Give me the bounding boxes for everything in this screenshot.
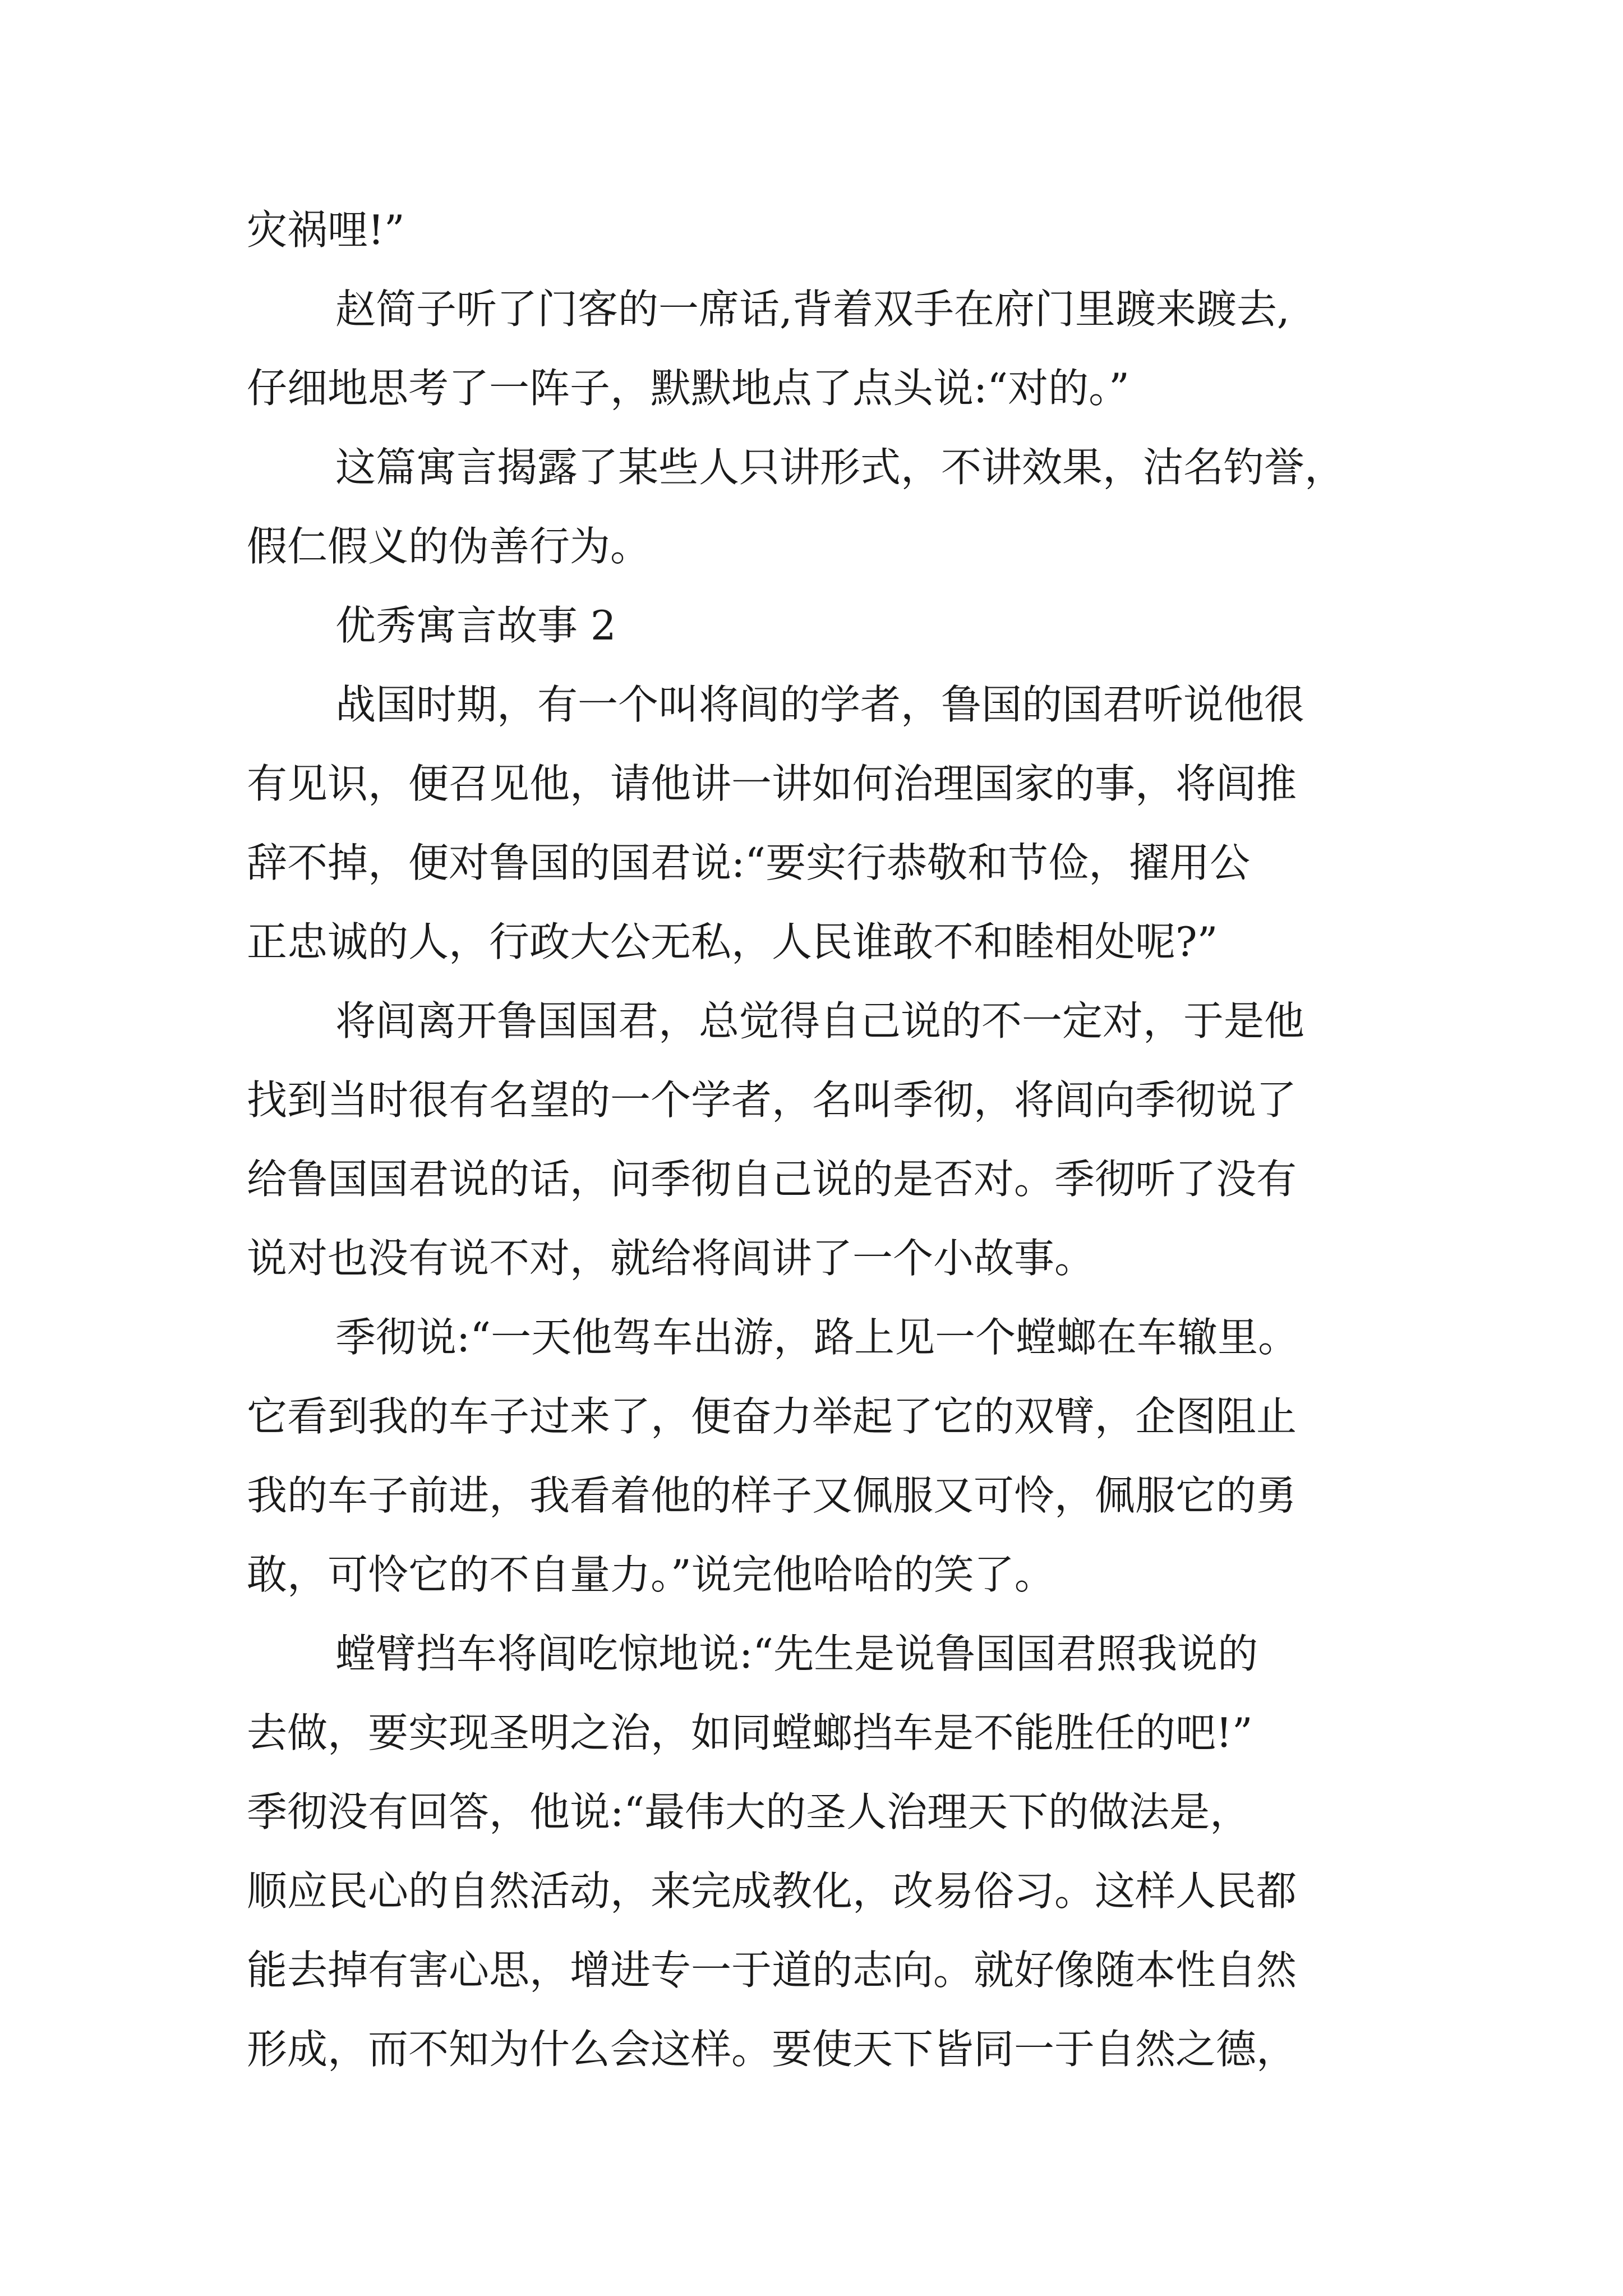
text-line: 它看到我的车子过来了，便奋力举起了它的双臂，企图阻止: [247, 1393, 1297, 1440]
text-line: 有见识，便召见他，请他讲一讲如何治理国家的事，将闾推: [247, 760, 1297, 807]
text-line: 说对也没有说不对，就给将闾讲了一个小故事。: [247, 1235, 1095, 1282]
text-line: 顺应民心的自然活动，来完成教化，改易俗习。这样人民都: [247, 1867, 1297, 1915]
text-line: 辞不掉，便对鲁国的国君说:“要实行恭敬和节俭，擢用公: [247, 839, 1251, 886]
text-line: 找到当时很有名望的一个学者，名叫季彻，将闾向季彻说了: [247, 1076, 1297, 1124]
text-line: 战国时期，有一个叫将闾的学者，鲁国的国君听说他很: [335, 681, 1305, 728]
text-line: 赵简子听了门客的一席话,背着双手在府门里踱来踱去,: [335, 286, 1290, 333]
text-line: 假仁假义的伪善行为。: [247, 523, 651, 570]
text-line: 我的车子前进，我看着他的样子又佩服又可怜，佩服它的勇: [247, 1472, 1297, 1519]
text-line: 螳臂挡车将闾吃惊地说:“先生是说鲁国国君照我说的: [335, 1630, 1258, 1677]
text-line: 形成，而不知为什么会这样。要使天下皆同一于自然之德，: [247, 2026, 1297, 2073]
text-line: 这篇寓言揭露了某些人只讲形式，不讲效果，沽名钓誉，: [335, 444, 1345, 491]
text-line: 敢，可怜它的不自量力。”说完他哈哈的笑了。: [247, 1551, 1055, 1598]
text-line: 将闾离开鲁国国君，总觉得自己说的不一定对，于是他: [335, 997, 1305, 1045]
text-line: 季彻说:“一天他驾车出游，路上见一个螳螂在车辙里。: [335, 1314, 1299, 1361]
text-line: 灾祸哩!”: [247, 206, 405, 254]
text-line: 给鲁国国君说的话，问季彻自己说的是否对。季彻听了没有: [247, 1156, 1297, 1203]
text-line: 仔细地思考了一阵子，默默地点了点头说:“对的。”: [247, 365, 1129, 412]
section-heading: 优秀寓言故事 2: [335, 602, 616, 649]
body-text: [247, 191, 1424, 2089]
text-line: 季彻没有回答，他说:“最伟大的圣人治理天下的做法是，: [247, 1788, 1251, 1835]
text-line: 能去掉有害心思，增进专一于道的志向。就好像随本性自然: [247, 1947, 1297, 1994]
text-line: 正忠诚的人，行政大公无私，人民谁敢不和睦相处呢?”: [247, 918, 1218, 965]
text-line: 去做，要实现圣明之治，如同螳螂挡车是不能胜任的吧!”: [247, 1709, 1253, 1756]
